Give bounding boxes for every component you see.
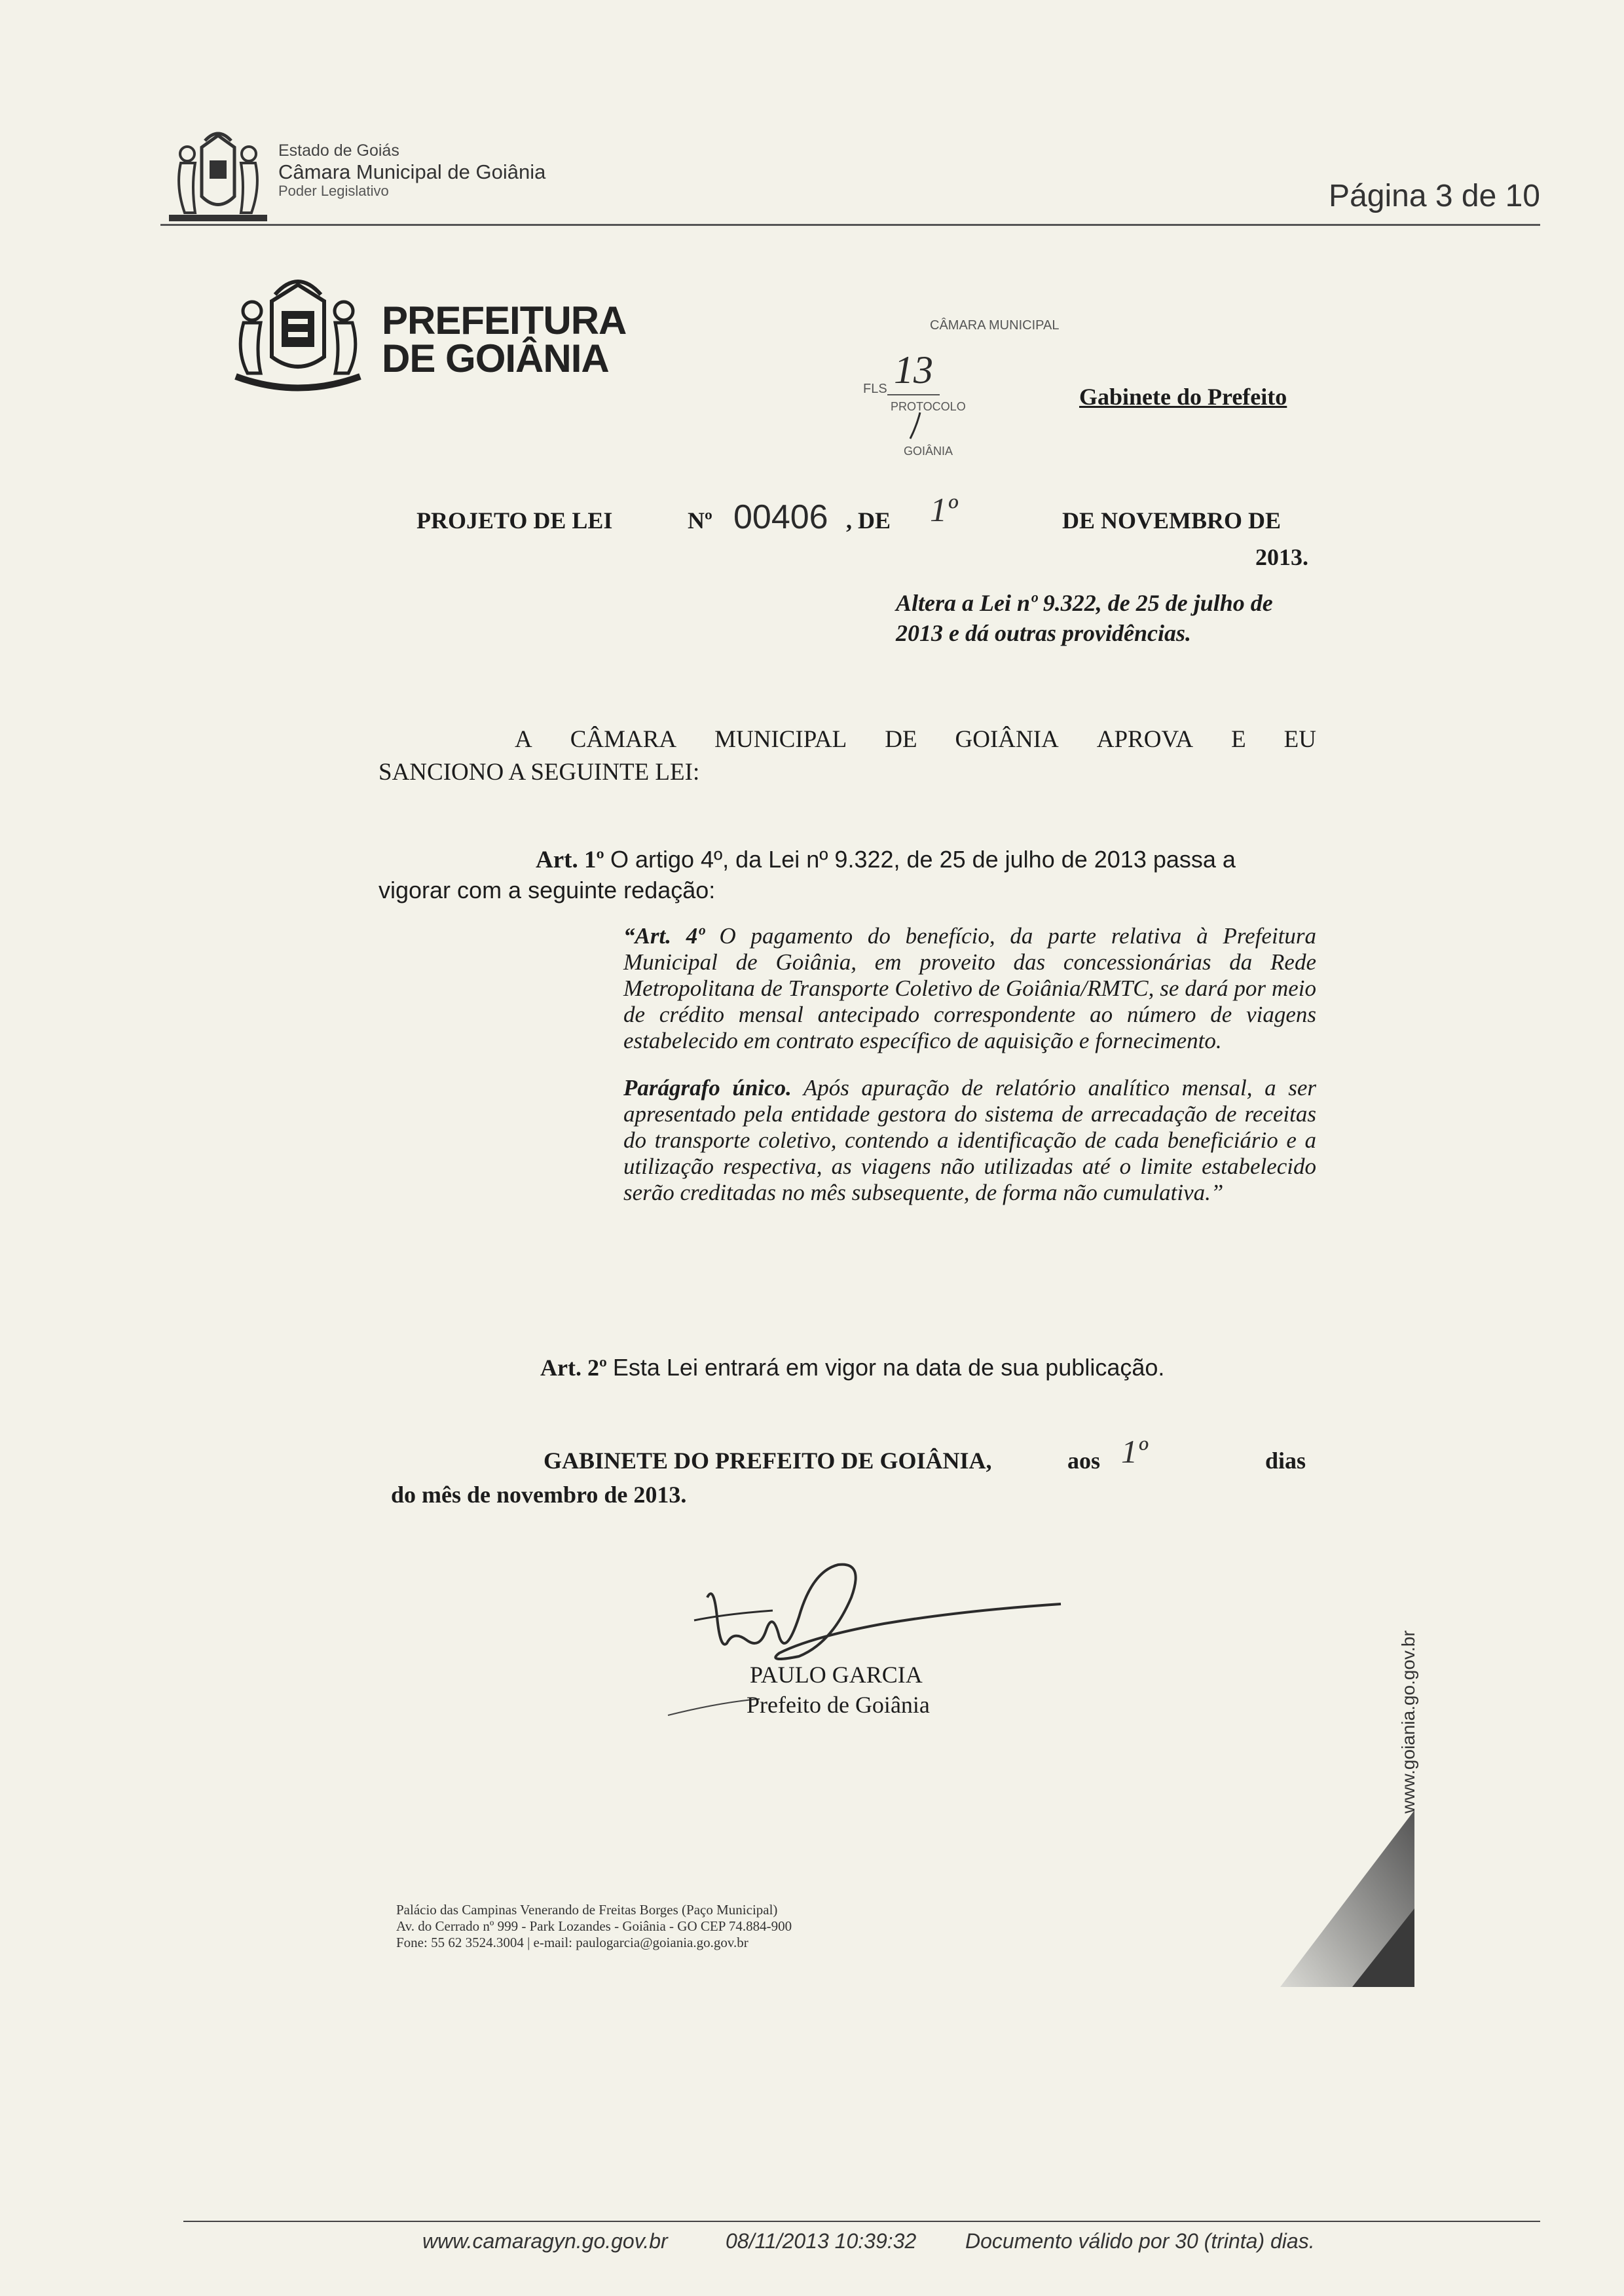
closing-gabinete: GABINETE DO PREFEITO DE GOIÂNIA, [544,1448,992,1474]
signer-title: Prefeito de Goiânia [747,1692,930,1718]
preamble-word: CÂMARA [570,726,677,753]
article-2-label: Art. 2º [540,1355,607,1381]
bill-label: PROJETO DE LEI [416,507,613,534]
quoted-art4-label: “Art. 4º [623,923,705,949]
footer-divider [183,2221,1540,2222]
preamble-word: EU [1283,726,1316,753]
bill-day-handwritten: 1º [930,492,958,529]
footer-address [396,1902,792,1951]
signer-name: PAULO GARCIA [750,1662,923,1688]
bill-month-label: DE NOVEMBRO DE [1062,507,1282,534]
preamble-line2: SANCIONO A SEGUINTE LEI: [378,759,700,786]
decorative-triangle [1280,1810,1414,1987]
svg-text:GOIÂNIA: GOIÂNIA [904,445,953,458]
footer-url: www.camaragyn.go.gov.br [422,2229,668,2253]
bill-year: 2013. [1255,544,1308,570]
article-1-text-cont: vigorar com a seguinte redação: [378,877,716,903]
svg-text:CÂMARA MUNICIPAL: CÂMARA MUNICIPAL [930,318,1060,333]
footer-address-line: Fone: 55 62 3524.3004 | e-mail: paulogarcia@goiania.go.gov.br [396,1935,748,1950]
footer-address-line: Av. do Cerrado nº 999 - Park Lozandes - Goiânia - GO CEP 74.884-900 [396,1918,792,1934]
preamble-word: E [1231,726,1246,753]
prefeitura-title-line2: DE GOIÂNIA [382,337,609,380]
gabinete-label: Gabinete do Prefeito [1079,384,1287,410]
header-state: Estado de Goiás [278,141,399,160]
protocol-stamp [812,298,1060,475]
preamble-word: A [515,726,532,753]
quoted-paragraph-label: Parágrafo único. [623,1075,792,1101]
bill-ementa: Altera a Lei nº 9.322, de 25 de julho de 2013 e dá outras providências. [896,590,1273,646]
prefeitura-crest-icon [223,265,373,396]
stamp-handwritten-page: 13 [894,348,933,392]
header-branch: Poder Legislativo [278,183,389,199]
article-2 [540,1354,1164,1381]
stamp-protocol-label: PROTOCOLO [891,400,966,413]
side-website [1395,1611,1421,1820]
side-website-text: www.goiania.go.gov.br [1398,1630,1418,1813]
header-chamber: Câmara Municipal de Goiânia [278,160,546,183]
closing-day-handwritten: 1º [1121,1433,1148,1470]
header-divider [160,224,1540,226]
footer-address-line: Palácio das Campinas Venerando de Freitas Borges (Paço Municipal) [396,1902,778,1918]
closing-aos: aos [1067,1448,1101,1474]
prefeitura-title-line1: PREFEITURA [382,299,627,342]
preamble-word: GOIÂNIA [955,726,1059,753]
footer-datetime: 08/11/2013 10:39:32 [726,2229,917,2253]
footer-validity: Documento válido por 30 (trinta) dias. [965,2229,1315,2253]
chamber-crest-icon [169,121,267,223]
preamble [378,723,1316,789]
quoted-paragraph-text: Após apuração de relatório analítico mensal, a ser apresentado pela entidade gestora do sistema de arrecadação de receitas do transporte coletivo, contendo a identificação de cada beneficiário e a utilização respectiva, as viagens não utilizadas até o limite estabelecido serão creditadas no mês subsequente, de forma não cumulativa.” [623,1075,1317,1205]
bill-de-label: , DE [846,507,891,534]
quoted-article [623,923,1316,1227]
page-number: Página 3 de 10 [1329,179,1540,213]
stamp-fls-label: FLS [863,382,887,396]
preamble-word: APROVA [1096,726,1194,753]
preamble-word: DE [885,726,917,753]
closing-line2: do mês de novembro de 2013. [391,1482,687,1508]
closing-dias: dias [1265,1448,1306,1474]
preamble-word: MUNICIPAL [714,726,847,753]
article-1 [378,845,1316,905]
article-2-text: Esta Lei entrará em vigor na data de sua publicação. [612,1354,1165,1381]
bill-number-label: Nº [688,507,712,534]
quoted-art4-text: O pagamento do benefício, da parte relativa à Prefeitura Municipal de Goiânia, em proveito das concessionárias da Rede Metropolitana de Transporte Coletivo de Goiânia/RMTC, se dará por meio de crédito mensal antecipado correspondente ao número de viagens estabelecido em contrato específico de aquisição e fornecimento. [623,923,1317,1053]
article-1-label: Art. 1º [536,847,604,873]
bill-number: 00406 [733,498,828,536]
article-1-text: O artigo 4º, da Lei nº 9.322, de 25 de julho de 2013 passa a [610,846,1236,873]
